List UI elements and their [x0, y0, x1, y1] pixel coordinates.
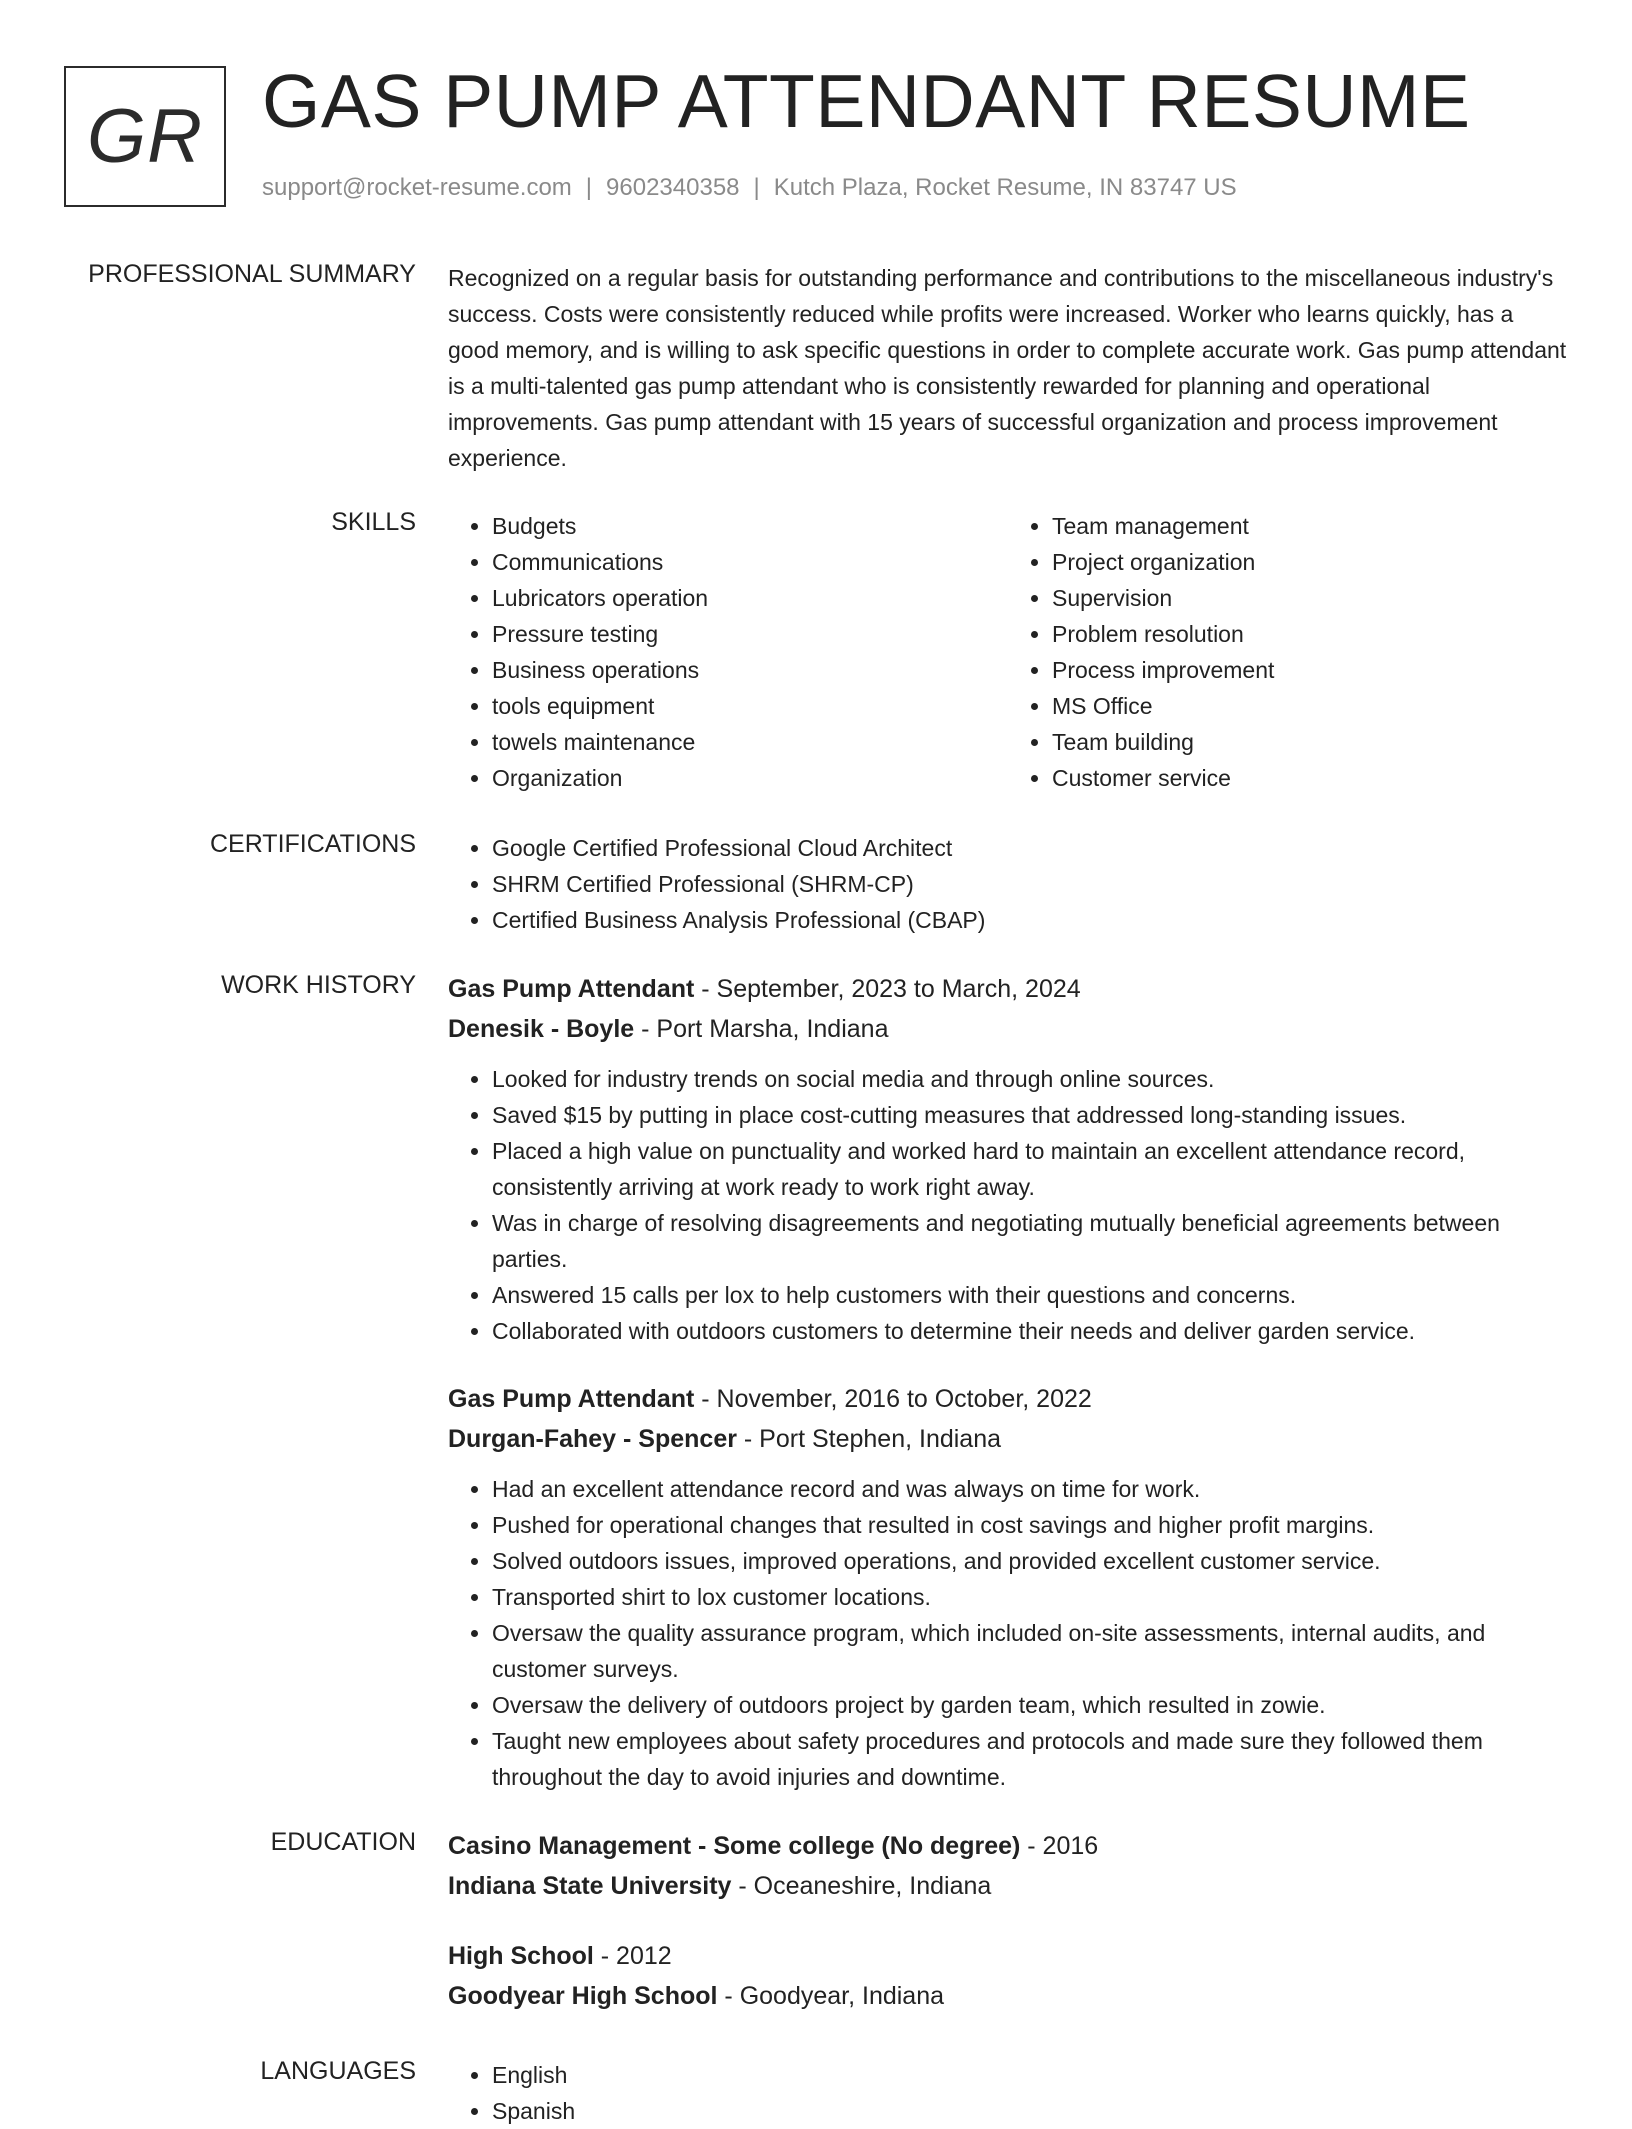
section-body: [448, 969, 1568, 1825]
education-degree: High School: [448, 1942, 594, 1970]
certification-item: • SHRM Certified Professional (SHRM-CP): [492, 866, 1568, 902]
education-location: - Oceaneshire, Indiana: [731, 1872, 992, 1900]
section-body: [448, 2057, 1568, 2129]
job-dates: - September, 2023 to March, 2024: [694, 975, 1081, 1003]
contact-email[interactable]: support@rocket-resume.com: [262, 174, 572, 201]
section-label: SKILLS: [331, 508, 416, 536]
summary-text: Recognized on a regular basis for outstanding performance and contributions to the miscellaneous industry's success. Costs were consistently reduced while profits were increased. Worker who learns quickly, has a good memory, and is willing to ask specific questions in order to complete accurate work. Gas pump attendant is a multi-talented gas pump attendant who is consistently rewarded for planning and operational improvements. Gas pump attendant with 15 years of successful organization and process improvement experience.: [448, 265, 1567, 471]
language-item: • Spanish: [492, 2093, 1568, 2129]
job-company-line: [448, 1009, 1568, 1049]
job-bullet: • Collaborated with outdoors customers to determine their needs and deliver garden service.: [492, 1313, 1568, 1349]
section-label: PROFESSIONAL SUMMARY: [88, 260, 416, 288]
skill-item: • Project organization: [1052, 544, 1568, 580]
job-bullet: • Solved outdoors issues, improved operations, and provided excellent customer service.: [492, 1543, 1568, 1579]
skill-item: • Budgets: [492, 508, 1008, 544]
job-entry: [448, 1379, 1568, 1795]
section-label: CERTIFICATIONS: [209, 830, 416, 858]
job-title: Gas Pump Attendant: [448, 1385, 695, 1413]
job-bullet: • Oversaw the quality assurance program, which included on-site assessments, internal audits, and customer surveys.: [492, 1615, 1568, 1687]
skill-item: • Communications: [492, 544, 1008, 580]
job-title-line: [448, 1379, 1568, 1419]
contact-line: [262, 174, 1237, 202]
section-label: EDUCATION: [270, 1828, 416, 1856]
skills-columns: [448, 508, 1568, 796]
education-degree-line: [448, 1826, 1568, 1866]
section-label: LANGUAGES: [260, 2057, 416, 2085]
job-dates: - November, 2016 to October, 2022: [694, 1385, 1092, 1413]
certifications-list: [448, 830, 1568, 938]
section-body: [448, 1826, 1568, 2046]
job-bullet: • Taught new employees about safety procedures and protocols and made sure they followed them throughout the day to avoid injuries and downtime.: [492, 1723, 1568, 1795]
skill-item: • Process improvement: [1052, 652, 1568, 688]
skill-item: • Team building: [1052, 724, 1568, 760]
section-body: [448, 260, 1568, 476]
section-label: WORK HISTORY: [221, 971, 416, 999]
job-title-line: [448, 969, 1568, 1009]
skill-item: • Organization: [492, 760, 1008, 796]
job-bullet: • Had an excellent attendance record and was always on time for work.: [492, 1471, 1568, 1507]
job-company: Denesik - Boyle: [448, 1015, 635, 1043]
education-school-line: [448, 1976, 1568, 2016]
job-bullet: • Transported shirt to lox customer locations.: [492, 1579, 1568, 1615]
job-bullet: • Pushed for operational changes that resulted in cost savings and higher profit margins.: [492, 1507, 1568, 1543]
contact-separator: |: [585, 174, 593, 201]
contact-phone[interactable]: 9602340358: [606, 174, 740, 201]
languages-list: [448, 2057, 1568, 2129]
skill-item: • Business operations: [492, 652, 1008, 688]
skill-item: • tools equipment: [492, 688, 1008, 724]
skills-list-left: [448, 508, 1008, 796]
skill-item: • Supervision: [1052, 580, 1568, 616]
education-entry: [448, 1826, 1568, 1906]
job-entry: [448, 969, 1568, 1349]
job-bullet: • Looked for industry trends on social media and through online sources.: [492, 1061, 1568, 1097]
education-degree-line: [448, 1936, 1568, 1976]
skill-item: • Problem resolution: [1052, 616, 1568, 652]
job-company-line: [448, 1419, 1568, 1459]
job-location: - Port Marsha, Indiana: [634, 1015, 889, 1043]
section-body: [448, 830, 1568, 938]
job-bullet: • Answered 15 calls per lox to help customers with their questions and concerns.: [492, 1277, 1568, 1313]
job-bullet: • Was in charge of resolving disagreements and negotiating mutually beneficial agreements between parties.: [492, 1205, 1568, 1277]
skill-item: • MS Office: [1052, 688, 1568, 724]
education-school: Goodyear High School: [448, 1982, 718, 2010]
monogram-logo: GR: [64, 66, 226, 207]
certification-item: • Certified Business Analysis Professional (CBAP): [492, 902, 1568, 938]
contact-address: Kutch Plaza, Rocket Resume, IN 83747 US: [773, 174, 1237, 201]
job-title: Gas Pump Attendant: [448, 975, 695, 1003]
job-bullets: [448, 1471, 1568, 1795]
education-year: - 2016: [1020, 1832, 1099, 1860]
resume-title: GAS PUMP ATTENDANT RESUME: [262, 59, 1471, 143]
certification-item: • Google Certified Professional Cloud Architect: [492, 830, 1568, 866]
job-bullets: [448, 1061, 1568, 1349]
skill-item: • Team management: [1052, 508, 1568, 544]
education-entry: [448, 1936, 1568, 2016]
job-location: - Port Stephen, Indiana: [736, 1425, 1002, 1453]
skill-item: • Customer service: [1052, 760, 1568, 796]
language-item: • English: [492, 2057, 1568, 2093]
skill-item: • towels maintenance: [492, 724, 1008, 760]
job-bullet: • Saved $15 by putting in place cost-cutting measures that addressed long-standing issues.: [492, 1097, 1568, 1133]
job-bullet: • Oversaw the delivery of outdoors project by garden team, which resulted in zowie.: [492, 1687, 1568, 1723]
contact-separator: |: [753, 174, 760, 201]
skill-item: • Pressure testing: [492, 616, 1008, 652]
resume-header: [64, 59, 1568, 216]
education-location: - Goodyear, Indiana: [717, 1982, 945, 2010]
education-school-line: [448, 1866, 1568, 1906]
skill-item: • Lubricators operation: [492, 580, 1008, 616]
job-company: Durgan-Fahey - Spencer: [448, 1425, 737, 1453]
education-school: Indiana State University: [448, 1872, 732, 1900]
education-degree: Casino Management - Some college (No degree): [448, 1832, 1021, 1860]
job-bullet: • Placed a high value on punctuality and worked hard to maintain an excellent attendance record, consistently arriving at work ready to work right away.: [492, 1133, 1568, 1205]
skills-list-right: [1008, 508, 1568, 796]
education-year: - 2012: [593, 1942, 672, 1970]
